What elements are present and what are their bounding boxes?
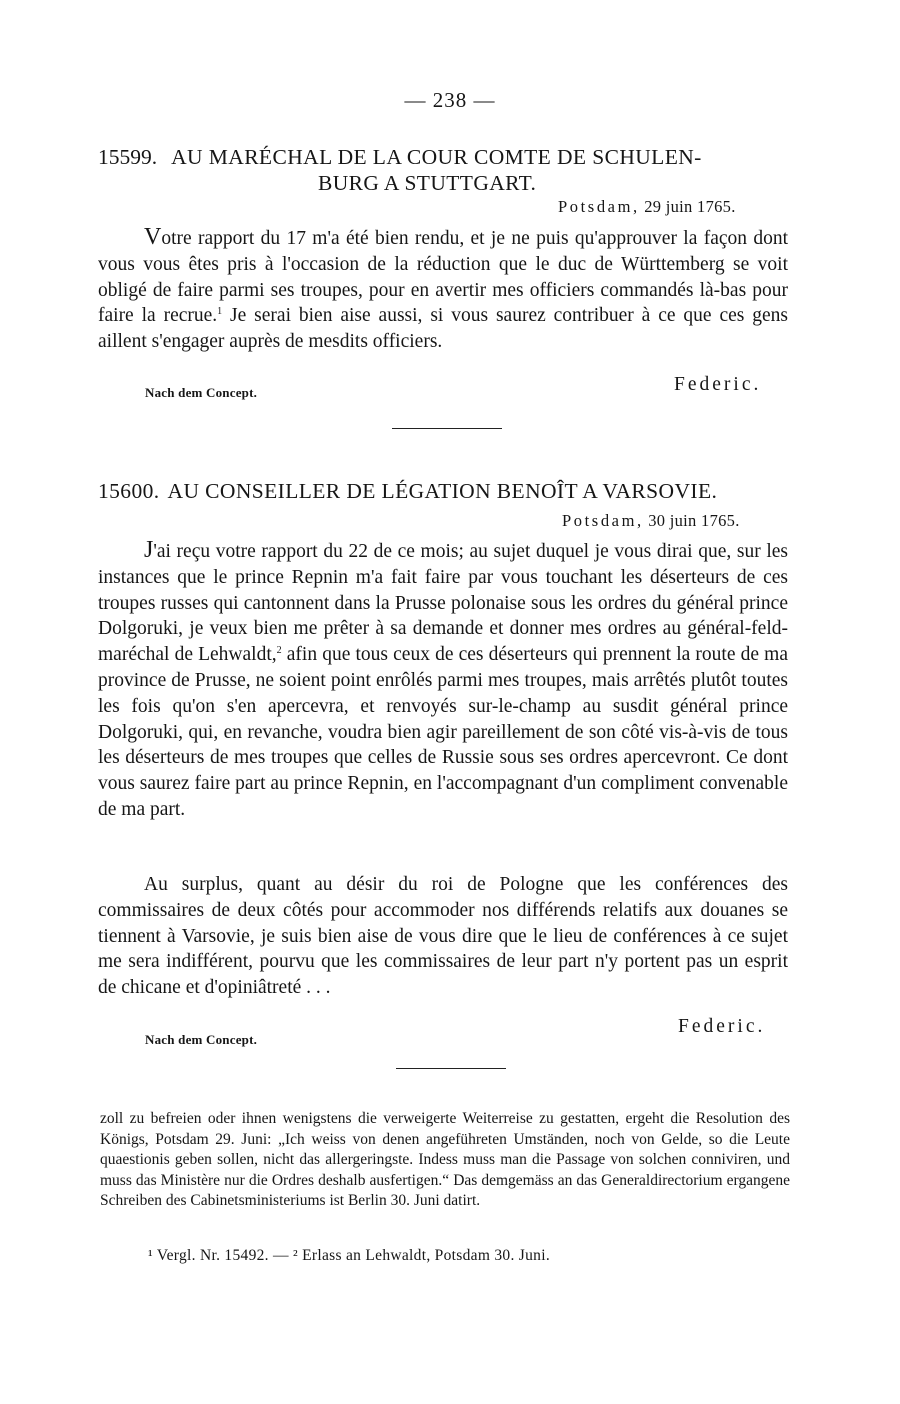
- signature-15599: Federic.: [674, 374, 762, 395]
- source-note-15600: Nach dem Concept.: [145, 1032, 258, 1047]
- letter-heading-15599: [98, 144, 702, 170]
- body-text: 'ai reçu votre rapport du 22 de ce mois; au sujet duquel je vous dirai que, sur les instances que le prince Repnin m'a fait faire par vous touchant les déserteurs de ces troupes russes qui cantonnent dans la Prusse polonaise sous les ordres du général prince Dolgoruki, je veux bien me prêter à sa demande et donner mes ordres au général-feld-maréchal de Lehwaldt,: [98, 541, 788, 666]
- letter-title: AU CONSEILLER DE LÉGATION BENOÎT A VARSOVIE.: [167, 479, 718, 503]
- letter-title-line2: BURG A STUTTGART.: [318, 171, 537, 195]
- page-number: — 238 —: [404, 88, 496, 112]
- signature-15600: Federic.: [678, 1016, 766, 1037]
- letter-paragraph-1: [98, 538, 788, 823]
- footnote-marker: 2: [276, 645, 282, 657]
- section-divider: [392, 428, 502, 429]
- letter-date: 29 juin 1765.: [644, 197, 736, 216]
- letter-title-line1: AU MARÉCHAL DE LA COUR COMTE DE SCHULEN-: [171, 145, 702, 169]
- letter-number: 15599.: [98, 145, 158, 169]
- letter-number: 15600.: [98, 479, 160, 503]
- letter-date: 30 juin 1765.: [648, 511, 740, 530]
- body-text: otre rapport du 17 m'a été bien rendu, et je ne puis qu'approuver la façon dont vous vous êtes pris à l'occasion de la réduction que le duc de Württemberg se voit obligé de faire parmi ses troupes, pour en avertir mes officiers commandés là-bas pour faire la recrue.: [98, 228, 788, 327]
- letter-date-15600: [562, 511, 740, 531]
- footnote-continuation: zoll zu befreien oder ihnen wenigstens die verweigerte Weiterreise zu gestatten, ergeht die Resolution des Königs, Potsdam 29. Juni: „Ich weiss von denen angeführeten Umständen, noch von Gelde, so die Leute quaestionis geben sollen, nicht das allergeringste. Indess muss man die Passage von solchen conniviren, und muss das Ministère nur die Ordres deshalb ausfertigen.“ Das demgemäss an das Generaldirectorium ergangene Schreiben des Cabinetsministeriums ist Berlin 30. Juni datirt.: [100, 1110, 790, 1210]
- initial-letter: V: [144, 224, 162, 250]
- letter-body-15599: [98, 225, 788, 355]
- footnote-references: ¹ Vergl. Nr. 15492. — ² Erlass an Lehwaldt, Potsdam 30. Juni.: [148, 1247, 551, 1264]
- letter-place: Potsdam,: [562, 511, 644, 530]
- section-divider: [396, 1068, 506, 1069]
- source-note-15599: Nach dem Concept.: [145, 385, 258, 400]
- body-text: afin que tous ceux de ces déserteurs qui prennent la route de ma province de Prusse, ne soient point enrôlés parmi mes troupes, mais arrêtés plutôt toutes les fois qu'on s'en apercevra, et renvoyés sur-le-champ au susdit général prince Dolgoruki, qui, en revanche, voudra bien agir pareillement de son côté vis-à-vis de tous les déserteurs de mes troupes que celles de Russie sous ses ordres apercevront. Ce dont vous saurez faire part au prince Repnin, en l'accompagnant d'un compliment convenable de ma part.: [98, 644, 788, 820]
- letter-date-15599: [558, 197, 736, 217]
- body-text: Je serai bien aise aussi, si vous saurez contribuer à ce que ces gens aillent s'engager auprès de mesdits officiers.: [98, 305, 788, 353]
- initial-letter: J: [144, 537, 154, 563]
- letter-place: Potsdam,: [558, 197, 640, 216]
- letter-heading-15600: [98, 479, 717, 504]
- letter-paragraph-2: Au surplus, quant au désir du roi de Pologne que les conférences des commissaires de deux côtés pour accommoder nos différends relatifs aux douanes se tiennent à Varsovie, je suis bien aise de vous dire que le lieu de conférences à ce sujet me sera indifférent, pourvu que les commissaires de leur part n'y portent pas un esprit de chicane et d'opiniâtreté . . .: [98, 874, 788, 999]
- footnote-marker: 1: [217, 306, 223, 318]
